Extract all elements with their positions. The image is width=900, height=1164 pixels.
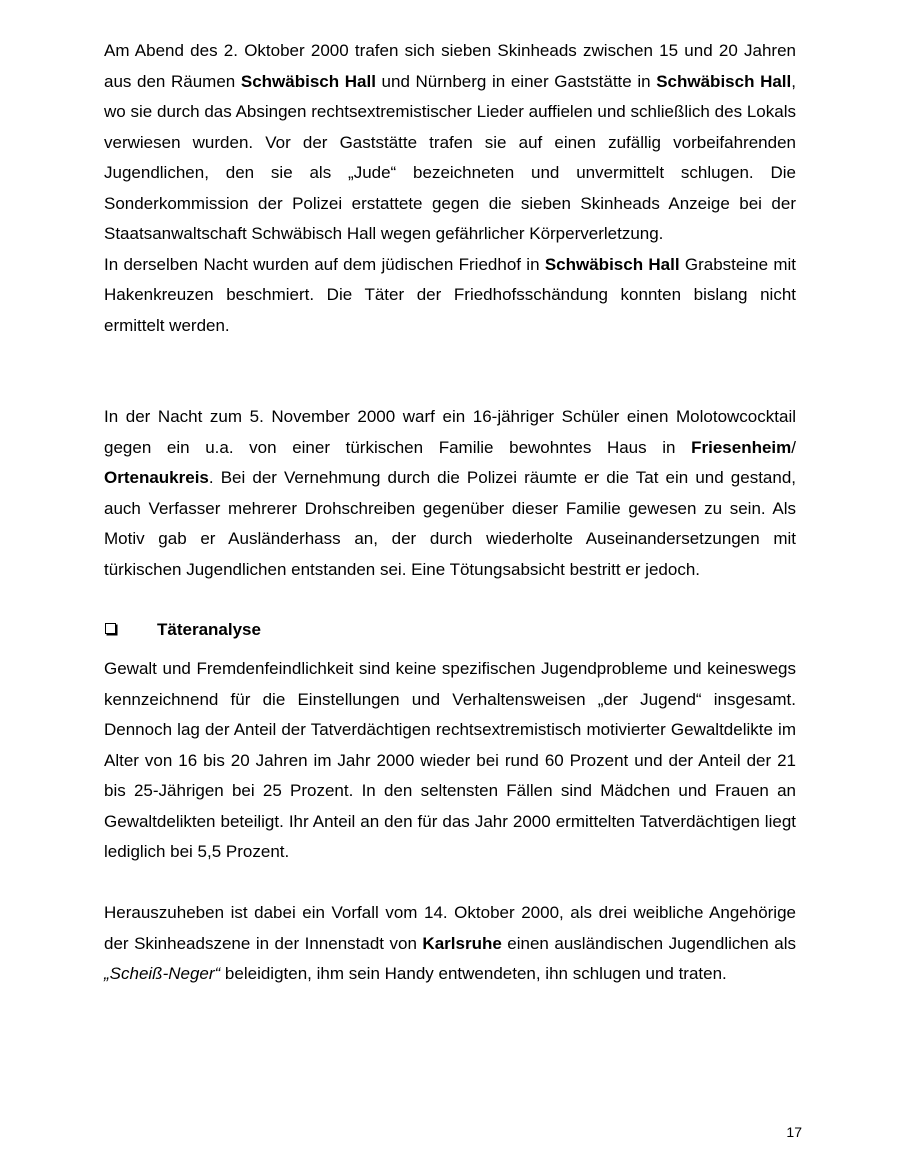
paragraph-3-text: . Bei der Vernehmung durch die Polizei räumte er die Tat ein und gestand, auch Verfasser mehrerer Drohschreiben gegenüber dieser Familie gewesen zu sein. Als Motiv gab er Ausländerhass an, der durch wiederholte Auseinandersetzungen mit türkischen Jugendlichen entstanden sei. Eine Tötungsabsicht bestritt er jedoch. [104, 468, 796, 579]
text-block-2 [104, 402, 796, 585]
paragraph-1-text: Am Abend des 2. Oktober 2000 trafen sich sieben Skinheads zwischen 15 und 20 Jahren aus den Räumen [104, 41, 796, 91]
checkbox-bullet-icon [105, 623, 116, 634]
paragraph-3-text: In der Nacht zum 5. November 2000 warf ein 16-jähriger Schüler einen Molotowcocktail gegen ein u.a. von einer türkischen Familie bewohntes Haus in [104, 407, 796, 457]
place-ortenaukreis: Ortenaukreis [104, 468, 209, 487]
paragraph-3 [104, 402, 796, 585]
paragraph-3-text: / [791, 437, 796, 457]
text-block-4 [104, 898, 796, 990]
paragraph-2-text: In derselben Nacht wurden auf dem jüdischen Friedhof in [104, 254, 545, 274]
paragraph-4: Gewalt und Fremdenfeindlichkeit sind keine spezifischen Jugendprobleme und keineswegs kennzeichnend für die Einstellungen und Verhaltensweisen „der Jugend“ insgesamt. Dennoch lag der Anteil der Tatverdächtigen rechtsextremistisch motivierter Gewaltdelikte im Alter von 16 bis 20 Jahren im Jahr 2000 wieder bei rund 60 Prozent und der Anteil der 21 bis 25-Jährigen bei 25 Prozent. In den seltensten Fällen sind Mädchen und Frauen an Gewaltdelikten beteiligt. Ihr Anteil an den für das Jahr 2000 ermittelten Tatverdächtigen liegt lediglich bei 5,5 Prozent. [104, 659, 796, 861]
section-heading-text: Täteranalyse [157, 620, 261, 639]
place-schwaebisch-hall: Schwäbisch Hall [544, 254, 680, 274]
paragraph-1 [104, 36, 796, 250]
quoted-insult: „Scheiß-Neger“ [104, 964, 221, 983]
page-number: 17 [786, 1124, 802, 1140]
paragraph-1-text: und Nürnberg in einer Gaststätte in [375, 71, 657, 91]
paragraph-5 [104, 898, 796, 990]
paragraph-5-text: beleidigten, ihm sein Handy entwendeten, ihn schlugen und traten. [220, 964, 727, 983]
place-friesenheim: Friesenheim [691, 437, 792, 457]
place-karlsruhe: Karlsruhe [422, 933, 502, 953]
place-schwaebisch-hall: Schwäbisch Hall [656, 71, 792, 91]
paragraph-1-text: , wo sie durch das Absingen rechtsextremistischer Lieder auffielen und schließlich des Lokals verwiesen wurden. Vor der Gaststätte trafen sie auf einen zufällig vorbeifahrenden Jugendlichen, den sie als „Jude“ bezeichneten und unvermittelt schlugen. Die Sonderkommission der Polizei erstattete gegen die sieben Skinheads Anzeige bei der Staatsanwaltschaft Schwäbisch Hall wegen gefährlicher Körperverletzung. [104, 71, 796, 243]
paragraph-5-text: einen ausländischen Jugendlichen als [501, 933, 796, 953]
text-block-3 [104, 654, 796, 868]
place-schwaebisch-hall: Schwäbisch Hall [240, 71, 376, 91]
text-block-1 [104, 36, 796, 341]
paragraph-2-text: Grabsteine mit Hakenkreuzen beschmiert. Die Täter der Friedhofsschändung konnten bislang nicht ermittelt werden. [104, 254, 796, 335]
paragraph-2 [104, 250, 796, 342]
paragraph-5-text: Herauszuheben ist dabei ein Vorfall vom 14. Oktober 2000, als drei weibliche Angehörige der Skinheadszene in der Innenstadt von [104, 903, 796, 953]
